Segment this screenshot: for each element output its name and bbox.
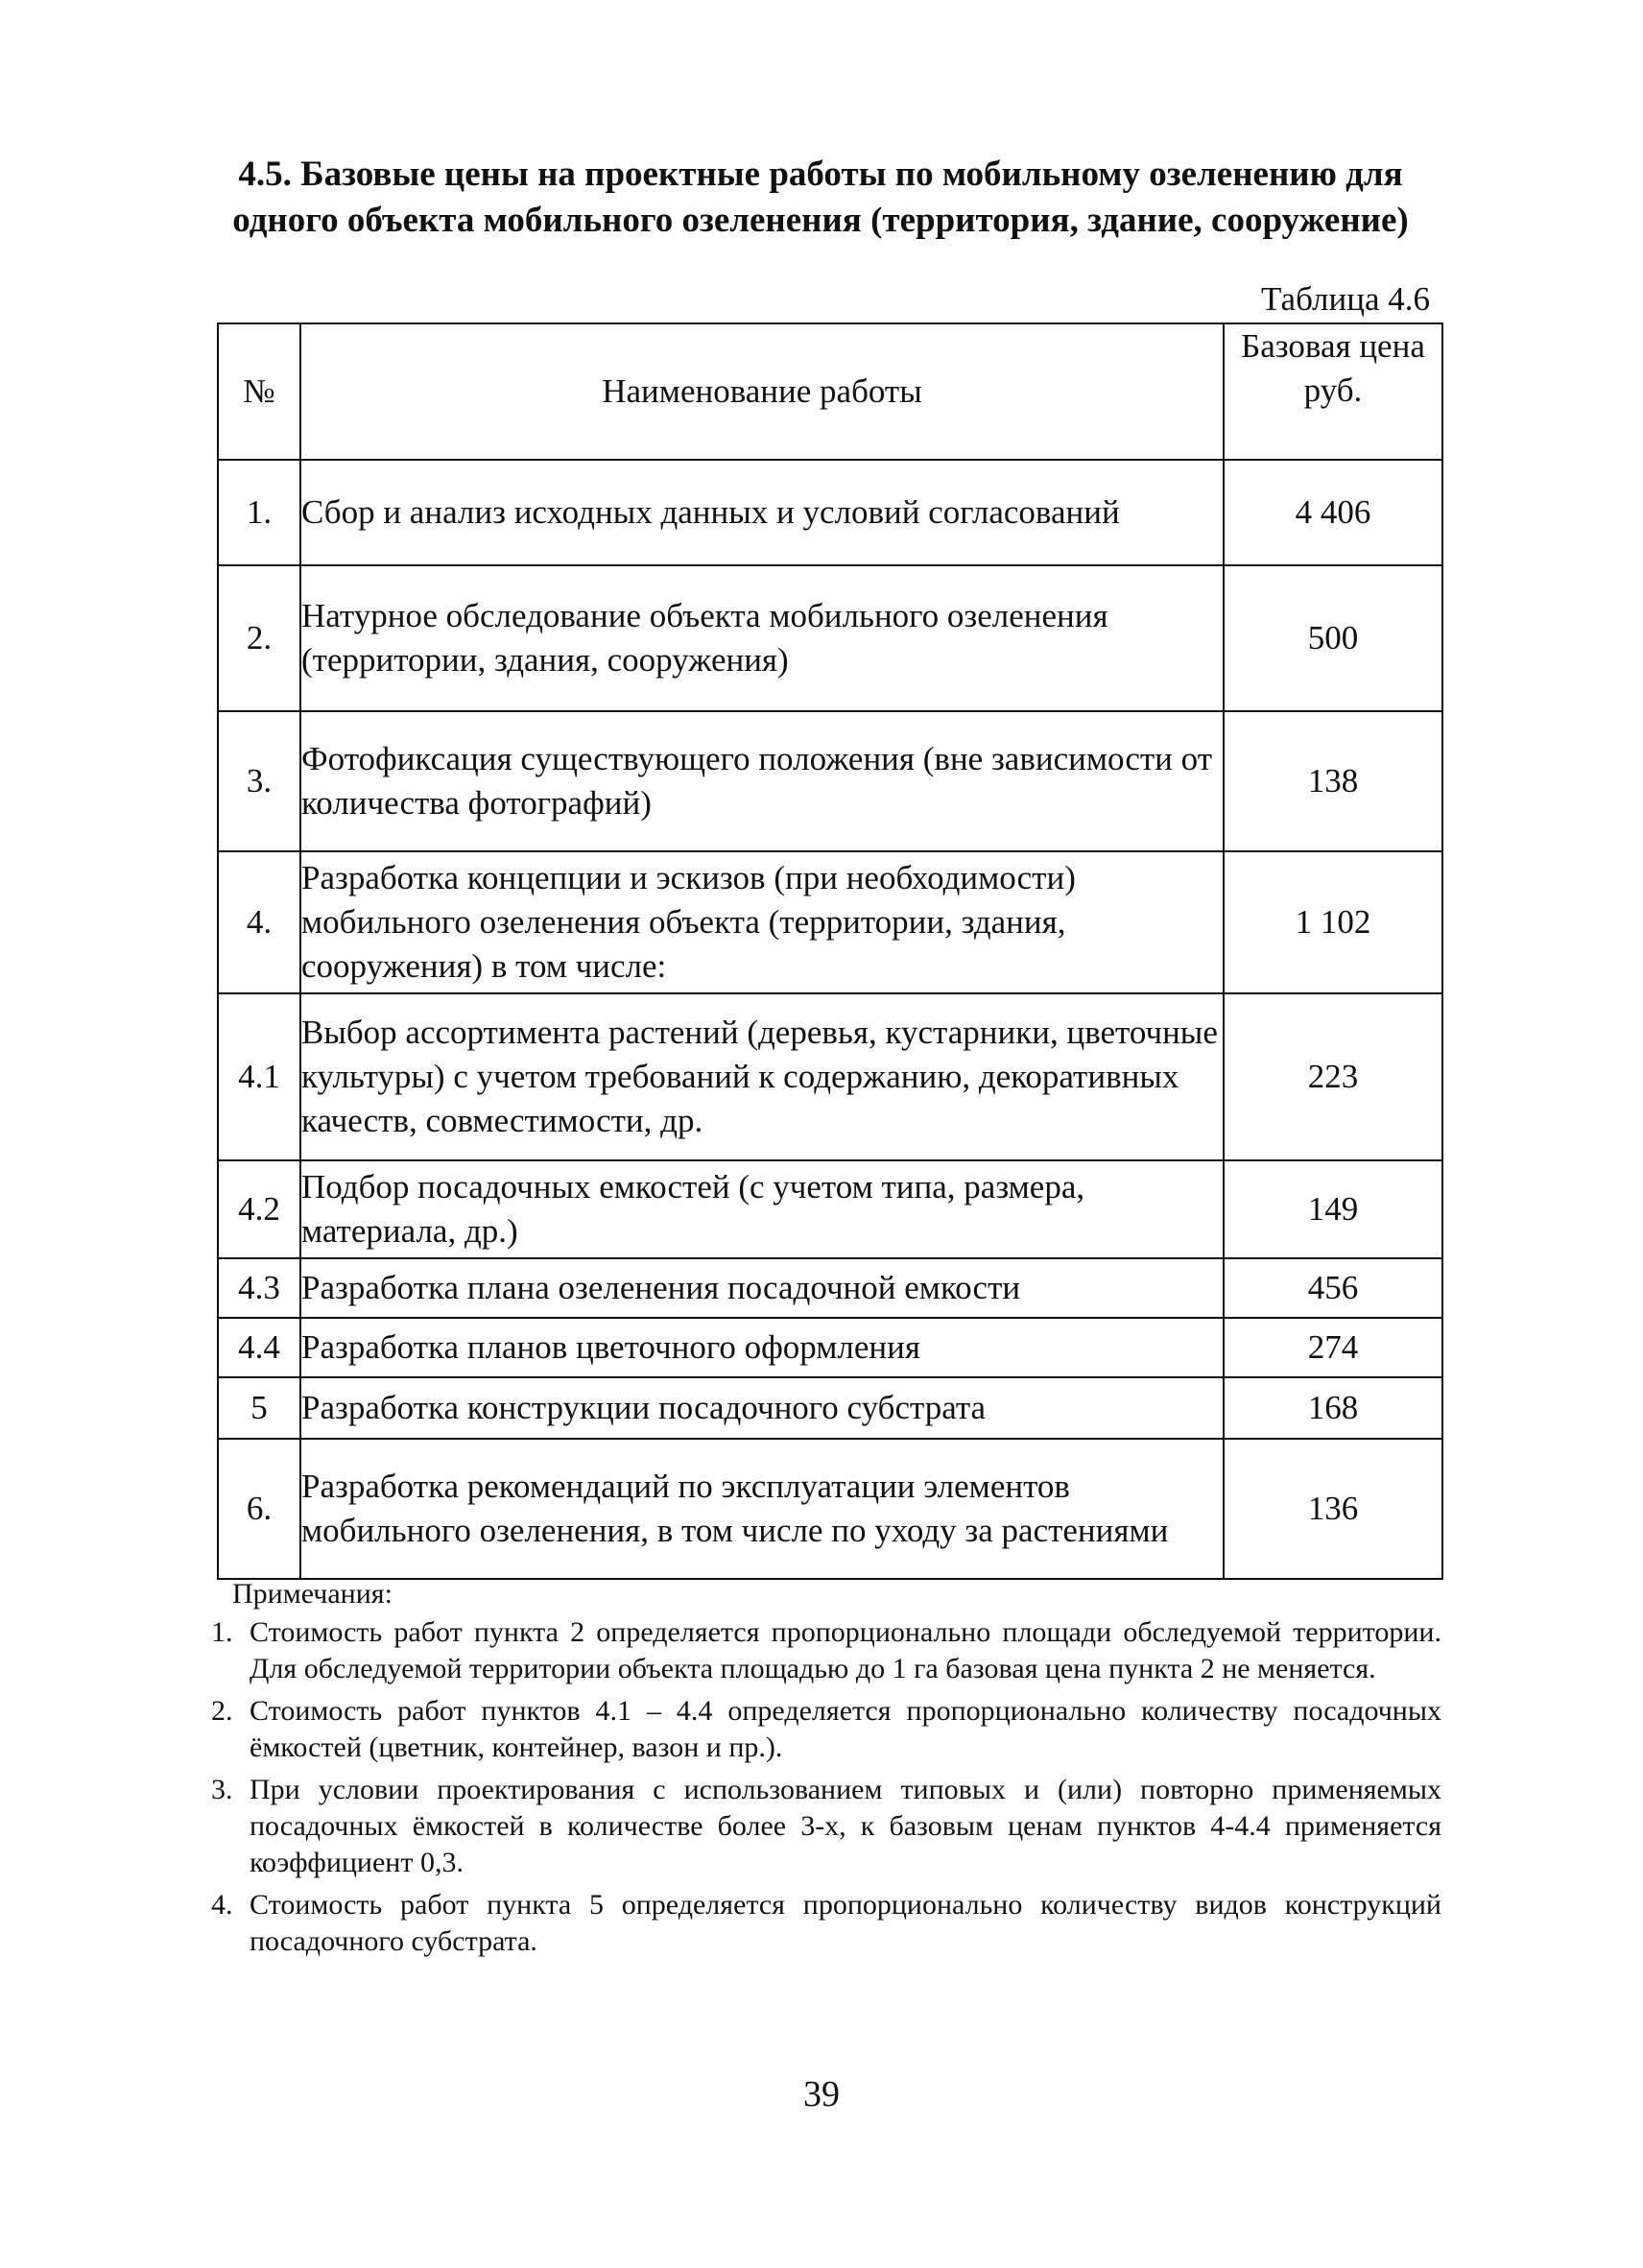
row-num: 4.3 xyxy=(218,1258,300,1318)
table-row xyxy=(218,460,1442,565)
row-name: Выбор ассортимента растений (деревья, кустарники, цветочные культуры) с учетом требований к содержанию, декоративных качеств, совместимости, др. xyxy=(300,993,1224,1160)
row-num: 3. xyxy=(218,711,300,851)
row-price: 223 xyxy=(1224,993,1442,1160)
note-text: Стоимость работ пункта 5 определяется пропорционально количеству видов конструкций посадочного субстрата. xyxy=(250,1889,1441,1957)
row-num: 4.4 xyxy=(218,1318,300,1377)
row-name: Разработка концепции и эскизов (при необходимости) мобильного озеленения объекта (территории, здания, сооружения) в том числе: xyxy=(300,851,1224,993)
row-num: 4.2 xyxy=(218,1160,300,1258)
note-text: Стоимость работ пунктов 4.1 – 4.4 определяется пропорционально количеству посадочных ёмкостей (цветник, контейнер, вазон и пр.). xyxy=(250,1695,1441,1763)
table-header-row xyxy=(218,323,1442,460)
table-label: Таблица 4.6 xyxy=(1261,280,1430,318)
row-num: 2. xyxy=(218,565,300,711)
row-price: 1 102 xyxy=(1224,851,1442,993)
row-num: 6. xyxy=(218,1439,300,1579)
notes-title: Примечания: xyxy=(232,1578,393,1610)
note-item xyxy=(211,1887,1441,1960)
notes-section xyxy=(211,1576,1441,1966)
note-item xyxy=(211,1772,1441,1881)
row-price: 168 xyxy=(1224,1377,1442,1439)
row-name: Разработка рекомендаций по эксплуатации элементов мобильного озеленения, в том числе по уходу за растениями xyxy=(300,1439,1224,1579)
row-name: Разработка плана озеленения посадочной емкости xyxy=(300,1258,1224,1318)
table-row xyxy=(218,565,1442,711)
row-price: 4 406 xyxy=(1224,460,1442,565)
row-name: Фотофиксация существующего положения (вне зависимости от количества фотографий) xyxy=(300,711,1224,851)
row-name: Разработка конструкции посадочного субстрата xyxy=(300,1377,1224,1439)
note-text: При условии проектирования с использованием типовых и (или) повторно применяемых посадочных ёмкостей в количестве более 3-х, к базовым ценам пунктов 4-4.4 применяется коэффициент 0,3. xyxy=(250,1774,1441,1878)
table-row xyxy=(218,1318,1442,1377)
note-text: Стоимость работ пункта 2 определяется пропорционально площади обследуемой территории. Для обследуемой территории объекта площадью до 1 га базовая цена пункта 2 не меняется. xyxy=(250,1616,1441,1684)
row-name: Разработка планов цветочного оформления xyxy=(300,1318,1224,1377)
page-number: 39 xyxy=(803,2074,840,2114)
note-item xyxy=(211,1693,1441,1766)
row-name: Подбор посадочных емкостей (с учетом типа, размера, материала, др.) xyxy=(300,1160,1224,1258)
price-table xyxy=(217,322,1443,1580)
table-row xyxy=(218,993,1442,1160)
note-item xyxy=(211,1614,1441,1687)
row-num: 4.1 xyxy=(218,993,300,1160)
table-row xyxy=(218,851,1442,993)
note-number: 3. xyxy=(211,1774,233,1805)
note-number: 1. xyxy=(211,1616,233,1648)
row-num: 5 xyxy=(218,1377,300,1439)
row-price: 136 xyxy=(1224,1439,1442,1579)
header-num: № xyxy=(218,323,300,460)
row-price: 456 xyxy=(1224,1258,1442,1318)
table-row xyxy=(218,1439,1442,1579)
header-price: Базовая цена руб. xyxy=(1224,323,1442,460)
note-number: 4. xyxy=(211,1889,233,1921)
row-price: 500 xyxy=(1224,565,1442,711)
row-price: 274 xyxy=(1224,1318,1442,1377)
row-num: 1. xyxy=(218,460,300,565)
table-row xyxy=(218,711,1442,851)
table-row xyxy=(218,1258,1442,1318)
note-number: 2. xyxy=(211,1695,233,1727)
row-price: 149 xyxy=(1224,1160,1442,1258)
row-name: Сбор и анализ исходных данных и условий согласований xyxy=(300,460,1224,565)
table-row xyxy=(218,1160,1442,1258)
row-price: 138 xyxy=(1224,711,1442,851)
row-name: Натурное обследование объекта мобильного озеленения (территории, здания, сооружения) xyxy=(300,565,1224,711)
section-title: 4.5. Базовые цены на проектные работы по мобильному озеленению для одного объекта мобильного озеленения (территория, здание, сооружение) xyxy=(232,155,1409,240)
header-name: Наименование работы xyxy=(300,323,1224,460)
table-row xyxy=(218,1377,1442,1439)
row-num: 4. xyxy=(218,851,300,993)
